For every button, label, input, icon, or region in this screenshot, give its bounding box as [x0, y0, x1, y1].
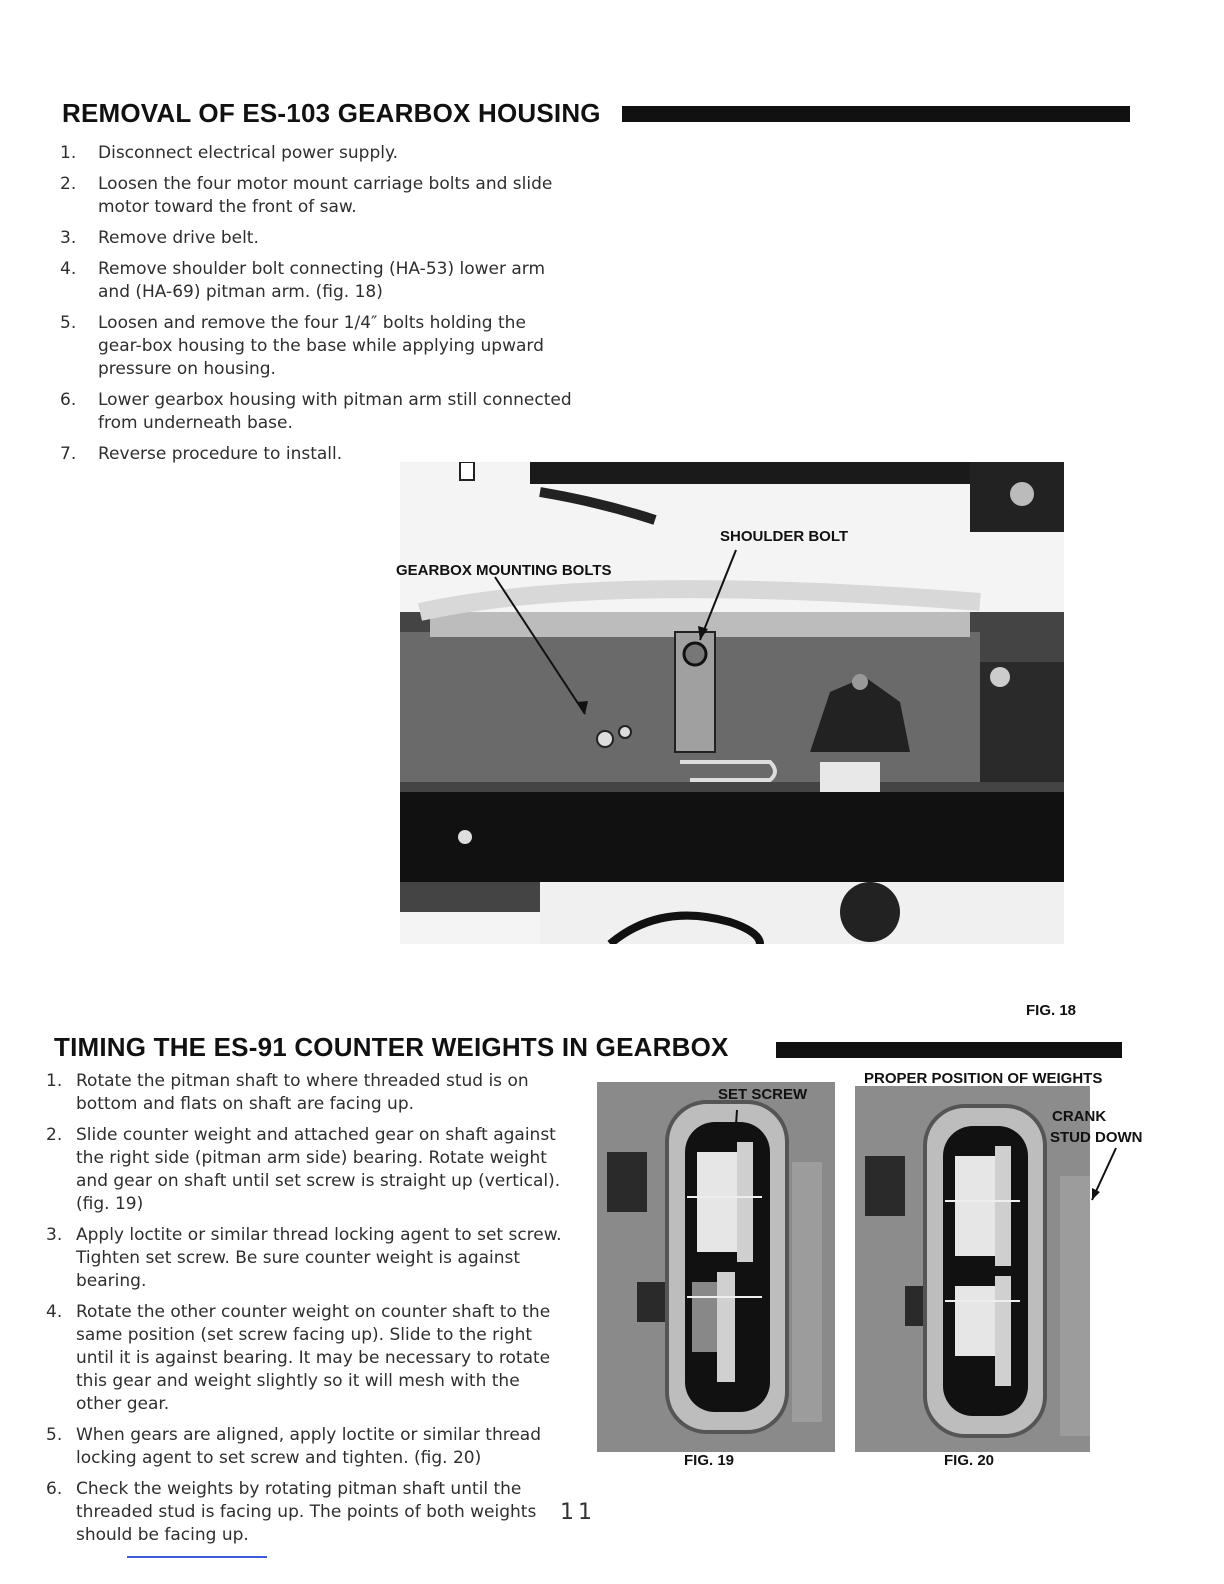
list-item: 7. Reverse procedure to install. [60, 444, 343, 464]
section-title-gearbox-removal: REMOVAL OF ES-103 GEARBOX HOUSING [62, 98, 601, 128]
callout-set-screw: SET SCREW [718, 1086, 808, 1103]
list-item: 6. Check the weights by rotating pitman shaft until the threaded stud is facing up. The points of both weights should be facing up. [46, 1479, 537, 1545]
page-number: 11 [560, 1500, 596, 1525]
callout-shoulder-bolt: SHOULDER BOLT [720, 528, 849, 545]
crank-arrow [1086, 1146, 1120, 1206]
timing-steps-list [46, 1070, 562, 1555]
list-item: 4. Rotate the other counter weight on counter shaft to the same position (set screw facing up). Slide to the right until it is against bearing. It may be necessary to rotate this gear and weight slightly so it will mesh with the other gear. [46, 1302, 551, 1414]
callout-crank: CRANK [1052, 1108, 1107, 1125]
callout-proper-position-of-weights: PROPER POSITION OF WEIGHTS [864, 1070, 1103, 1087]
list-item: 4. Remove shoulder bolt connecting (HA-53) lower arm and (HA-69) pitman arm. (fig. 18) [60, 259, 546, 302]
title-rule [776, 1042, 1122, 1058]
fig-20-label: FIG. 20 [944, 1452, 995, 1469]
list-item: 2. Loosen the four motor mount carriage bolts and slide motor toward the front of saw. [60, 174, 553, 217]
title-rule [622, 106, 1130, 122]
callout-gearbox-mounting-bolts: GEARBOX MOUNTING BOLTS [396, 562, 612, 579]
list-item: 3. Apply loctite or similar thread locking agent to set screw. Tighten set screw. Be sure counter weight is against bearing. [46, 1225, 562, 1291]
list-item: 2. Slide counter weight and attached gear on shaft against the right side (pitman arm side) bearing. Rotate weight and gear on shaft until set screw is straight up (vertical). (fig. 19) [46, 1125, 561, 1214]
callout-stud-down: STUD DOWN [1050, 1129, 1143, 1146]
list-item: 5. Loosen and remove the four 1/4″ bolts holding the gear-box housing to the base while applying upward pressure on housing. [60, 313, 544, 379]
fig-19-photo [597, 1082, 835, 1452]
list-item: 3. Remove drive belt. [60, 228, 259, 248]
counter-weight-gearbox-photo [597, 1082, 835, 1452]
list-item: 1. Rotate the pitman shaft to where threaded stud is on bottom and flats on shaft are facing up. [46, 1071, 529, 1114]
footer-divider [127, 1556, 267, 1558]
section-title-timing-counter-weights: TIMING THE ES-91 COUNTER WEIGHTS IN GEARBOX [54, 1032, 729, 1062]
removal-steps-list [60, 142, 572, 474]
fig-18-label: FIG. 18 [1026, 1002, 1077, 1019]
list-item: 6. Lower gearbox housing with pitman arm still connected from underneath base. [60, 390, 572, 433]
list-item: 1. Disconnect electrical power supply. [60, 143, 399, 163]
fig-19-label: FIG. 19 [684, 1452, 735, 1469]
list-item: 5. When gears are aligned, apply loctite or similar thread locking agent to set screw and tighten. (fig. 20) [46, 1425, 542, 1468]
